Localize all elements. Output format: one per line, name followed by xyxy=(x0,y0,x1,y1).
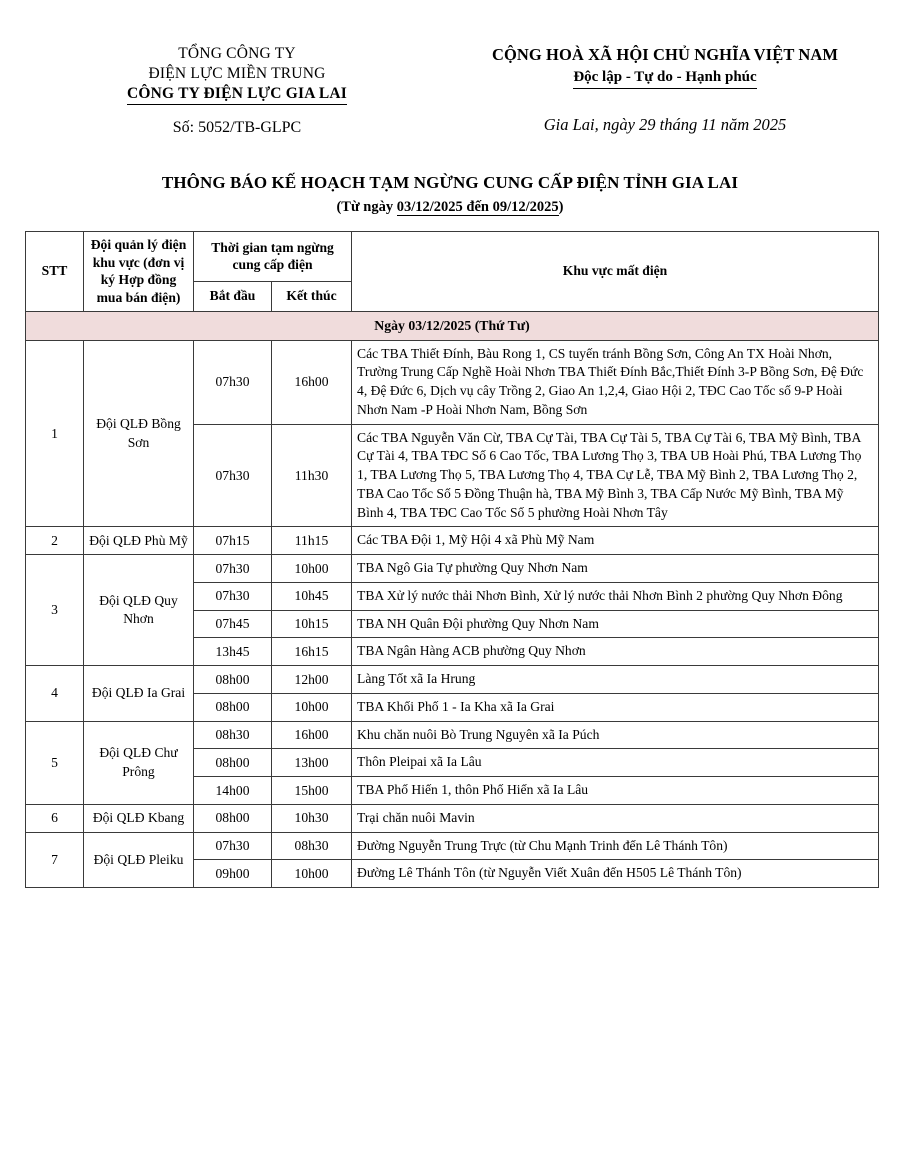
national-heading-block xyxy=(452,44,878,139)
issuing-authority-block xyxy=(22,44,452,139)
cell-start-time: 07h45 xyxy=(194,610,272,638)
cell-stt: 5 xyxy=(26,721,84,804)
cell-start-time: 07h30 xyxy=(194,424,272,527)
cell-end-time: 12h00 xyxy=(272,666,352,694)
cell-outage-area: Khu chăn nuôi Bò Trung Nguyên xã Ia Púch xyxy=(352,721,879,749)
day-banner-row xyxy=(26,311,879,340)
cell-outage-area: Làng Tốt xã Ia Hrung xyxy=(352,666,879,694)
cell-start-time: 07h30 xyxy=(194,555,272,583)
cell-start-time: 08h00 xyxy=(194,666,272,694)
cell-outage-area: TBA Phố Hiến 1, thôn Phố Hiến xã Ia Lâu xyxy=(352,777,879,805)
outage-table-wrap xyxy=(25,231,878,888)
subtitle-date-range: 03/12/2025 đến 09/12/2025 xyxy=(396,198,559,215)
cell-team-name: Đội QLĐ Bồng Sơn xyxy=(84,340,194,527)
table-row xyxy=(26,721,879,749)
title-block xyxy=(0,173,900,216)
table-row xyxy=(26,804,879,832)
cell-team-name: Đội QLĐ Quy Nhơn xyxy=(84,555,194,666)
cell-outage-area: Thôn Pleipai xã Ia Lâu xyxy=(352,749,879,777)
cell-end-time: 16h00 xyxy=(272,340,352,424)
cell-outage-area: TBA Ngân Hàng ACB phường Quy Nhơn xyxy=(352,638,879,666)
cell-stt: 6 xyxy=(26,804,84,832)
subtitle-prefix: (Từ ngày xyxy=(336,198,397,215)
outage-schedule-table xyxy=(25,231,879,888)
table-row xyxy=(26,666,879,694)
cell-outage-area: TBA NH Quân Đội phường Quy Nhơn Nam xyxy=(352,610,879,638)
cell-end-time: 08h30 xyxy=(272,832,352,860)
table-header-row-1 xyxy=(26,231,879,281)
parent-corporation-line1: TỔNG CÔNG TY xyxy=(178,45,296,62)
table-body xyxy=(26,311,879,888)
col-header-stt: STT xyxy=(26,231,84,311)
document-header xyxy=(0,0,900,139)
cell-outage-area: Trại chăn nuôi Mavin xyxy=(352,804,879,832)
cell-end-time: 10h00 xyxy=(272,555,352,583)
cell-end-time: 10h15 xyxy=(272,610,352,638)
cell-outage-area: TBA Ngô Gia Tự phường Quy Nhơn Nam xyxy=(352,555,879,583)
cell-outage-area: Đường Nguyễn Trung Trực (từ Chu Mạnh Trinh đến Lê Thánh Tôn) xyxy=(352,832,879,860)
cell-start-time: 08h00 xyxy=(194,749,272,777)
table-row xyxy=(26,832,879,860)
document-number: Số: 5052/TB-GLPC xyxy=(172,119,302,137)
cell-start-time: 08h00 xyxy=(194,693,272,721)
page-title: THÔNG BÁO KẾ HOẠCH TẠM NGỪNG CUNG CẤP ĐIỆN TỈNH GIA LAI xyxy=(161,172,739,192)
cell-end-time: 16h15 xyxy=(272,638,352,666)
cell-stt: 1 xyxy=(26,340,84,527)
page-subtitle xyxy=(0,199,900,216)
col-header-area: Khu vực mất điện xyxy=(352,231,879,311)
cell-start-time: 07h15 xyxy=(194,527,272,555)
cell-start-time: 13h45 xyxy=(194,638,272,666)
cell-outage-area: Các TBA Đội 1, Mỹ Hội 4 xã Phù Mỹ Nam xyxy=(352,527,879,555)
table-row xyxy=(26,340,879,424)
cell-outage-area: TBA Khối Phố 1 - Ia Kha xã Ia Grai xyxy=(352,693,879,721)
cell-team-name: Đội QLĐ Chư Prông xyxy=(84,721,194,804)
col-header-end: Kết thúc xyxy=(272,281,352,311)
table-head xyxy=(26,231,879,311)
parent-corporation-line2: ĐIỆN LỰC MIỀN TRUNG xyxy=(148,64,326,82)
table-row xyxy=(26,555,879,583)
cell-end-time: 11h30 xyxy=(272,424,352,527)
cell-end-time: 10h00 xyxy=(272,693,352,721)
cell-start-time: 07h30 xyxy=(194,832,272,860)
cell-outage-area: Các TBA Thiết Đính, Bàu Rong 1, CS tuyến tránh Bồng Sơn, Công An TX Hoài Nhơn, Trường Trung Cấp Nghề Hoài Nhơn TBA Thiết Đính Bắc,Thiết Đính 3-P Bồng Sơn, Đệ Đức 4, Đệ Đức 6, Dịch vụ cây Trồng 2, Giao An 1,2,4, Giao Hội 2, TĐC Cao Tốc số 9-P Hoài Nhơn Nam -P Hoài Nhơn Nam, Bồng Sơn xyxy=(352,340,879,424)
cell-end-time: 16h00 xyxy=(272,721,352,749)
cell-end-time: 15h00 xyxy=(272,777,352,805)
cell-end-time: 10h30 xyxy=(272,804,352,832)
col-header-time-group: Thời gian tạm ngừng cung cấp điện xyxy=(194,231,352,281)
company-name: CÔNG TY ĐIỆN LỰC GIA LAI xyxy=(22,84,452,106)
cell-team-name: Đội QLĐ Phù Mỹ xyxy=(84,527,194,555)
cell-outage-area: Đường Lê Thánh Tôn (từ Nguyễn Viết Xuân đến H505 Lê Thánh Tôn) xyxy=(352,860,879,888)
cell-team-name: Đội QLĐ Ia Grai xyxy=(84,666,194,722)
cell-outage-area: TBA Xử lý nước thải Nhơn Bình, Xử lý nước thải Nhơn Bình 2 phường Quy Nhơn Đông xyxy=(352,582,879,610)
cell-outage-area: Các TBA Nguyễn Văn Cừ, TBA Cự Tài, TBA Cự Tài 5, TBA Cự Tài 6, TBA Mỹ Bình, TBA Cự Tài 4, TBA TĐC Số 6 Cao Tốc, TBA Lương Thọ 3, TBA UB Hoài Phú, TBA Lương Thọ 1, TBA Lương Thọ 5, TBA Lương Thọ 4, TBA Cự Lễ, TBA Mỹ Bình 2, TBA Lương Thọ 2, TBA Cao Tốc Số 5 Đồng Thuận hà, TBA Mỹ Bình 3, TBA Cấp Nước Mỹ Bình, TBA Mỹ Bình 4, TBA TĐC Cao Tốc Số 5 phường Hoài Nhơn Tây xyxy=(352,424,879,527)
cell-start-time: 08h30 xyxy=(194,721,272,749)
cell-end-time: 10h00 xyxy=(272,860,352,888)
cell-team-name: Đội QLĐ Kbang xyxy=(84,804,194,832)
cell-start-time: 14h00 xyxy=(194,777,272,805)
cell-end-time: 11h15 xyxy=(272,527,352,555)
cell-end-time: 13h00 xyxy=(272,749,352,777)
place-and-date: Gia Lai, ngày 29 tháng 11 năm 2025 xyxy=(543,115,787,135)
col-header-team: Đội quản lý điện khu vực (đơn vị ký Hợp đồng mua bán điện) xyxy=(84,231,194,311)
national-title: CỘNG HOÀ XÃ HỘI CHỦ NGHĨA VIỆT NAM xyxy=(491,45,839,64)
cell-team-name: Đội QLĐ Pleiku xyxy=(84,832,194,888)
subtitle-suffix: ) xyxy=(558,198,564,215)
cell-start-time: 09h00 xyxy=(194,860,272,888)
cell-stt: 2 xyxy=(26,527,84,555)
cell-stt: 3 xyxy=(26,555,84,666)
cell-stt: 4 xyxy=(26,666,84,722)
cell-stt: 7 xyxy=(26,832,84,888)
col-header-start: Bắt đầu xyxy=(194,281,272,311)
cell-end-time: 10h45 xyxy=(272,582,352,610)
cell-start-time: 07h30 xyxy=(194,582,272,610)
national-motto: Độc lập - Tự do - Hạnh phúc xyxy=(452,68,878,89)
table-row xyxy=(26,527,879,555)
cell-start-time: 08h00 xyxy=(194,804,272,832)
day-banner-label: Ngày 03/12/2025 (Thứ Tư) xyxy=(26,311,879,340)
cell-start-time: 07h30 xyxy=(194,340,272,424)
